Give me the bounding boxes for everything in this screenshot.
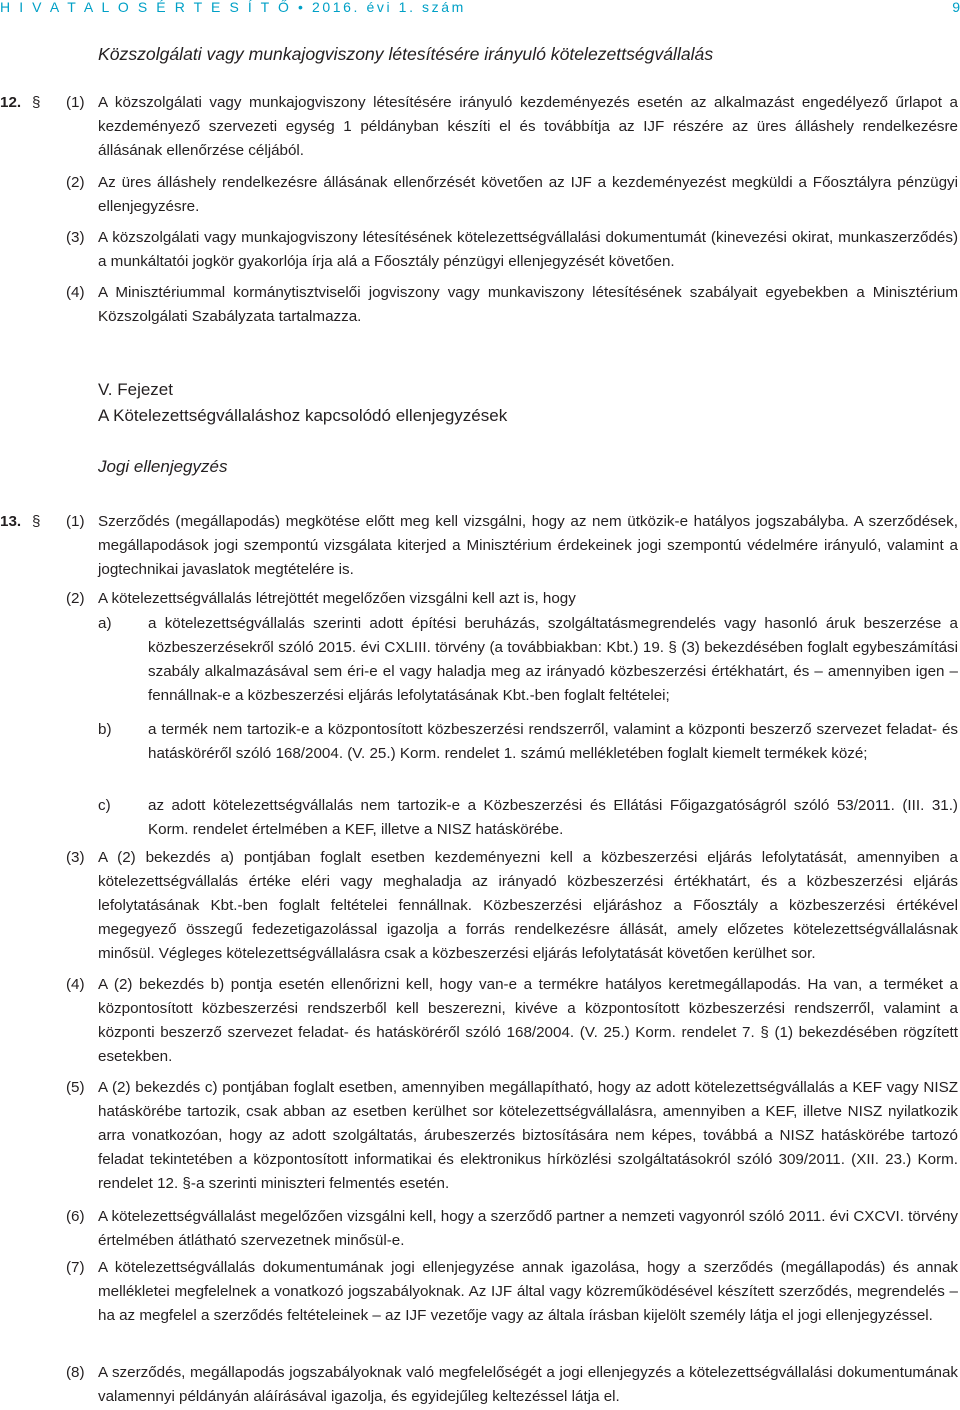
paragraph-13-7: A kötelezettségvállalás dokumentumának jogi ellenjegyzése annak igazolása, hogy a szerződés (megállapodás) és annak mellékletei megfelelnek a vonatkozó jogszabályoknak. Az IJF által vagy közreműködésével készített szerződés, megrendelés – ha az megfelel a szerződés feltételeinek – az IJF vezetője vagy az általa írásban kijelölt személy látja el jogi ellenjegyzéssel.: [98, 1259, 958, 1324]
section-symbol: §: [32, 94, 41, 111]
chapter-title: A Kötelezettségvállaláshoz kapcsolódó ellenjegyzések: [98, 406, 508, 425]
paragraph-12-3: A közszolgálati vagy munkajogviszony létesítésének kötelezettségvállalási dokumentumát (kinevezési okirat, munkaszerződés) a munkáltatói jogkör gyakorlója írja alá a Főosztály pénzügyi ellenjegyzését követően.: [98, 229, 958, 270]
paragraph-number: (3): [66, 229, 85, 246]
paragraph-number: (4): [66, 976, 85, 993]
paragraph-number: (5): [66, 1079, 85, 1096]
paragraph-13-8: A szerződés, megállapodás jogszabályoknak való megfelelőségét a jogi ellenjegyzés a kötelezettségvállalási dokumentumának valamennyi példányán aláírásával igazolja, és egyidejűleg keltezéssel látja el.: [98, 1364, 958, 1405]
section-symbol: §: [32, 513, 41, 530]
publication-title: H I V A T A L O S É R T E S Í T Ő • 2016. évi 1. szám: [0, 0, 466, 15]
paragraph-number: (2): [66, 590, 85, 607]
paragraph-number: (2): [66, 174, 85, 191]
running-header: [0, 0, 960, 19]
paragraph-13-3: A (2) bekezdés a) pontjában foglalt esetben kezdeményezni kell a közbeszerzési eljárás lefolytatását, amennyiben a kötelezettségvállalás értéke eléri vagy meghaladja az irányadó közbeszerzési értékhatárt, és a közbeszerzési eljárás lefolytatásának Kbt.-ben foglalt feltételei fennállnak. Közbeszerzési eljáráshoz a Főosztály a közbeszerzési értékével megegyező összegű fedezetigazolással igazolja a forrás rendelkezésre állását, amely előzetes kötelezettségvállalásnak minősül. Végleges kötelezettségvállalásra csak a közbeszerzési eljárás lefolytatását követően kerülhet sor.: [98, 849, 958, 962]
section-number-13: 13.: [0, 513, 22, 530]
section-number-12: 12.: [0, 94, 22, 111]
paragraph-number: (8): [66, 1364, 85, 1381]
list-item-c: az adott kötelezettségvállalás nem tartozik-e a Közbeszerzési és Ellátási Főigazgatóságról szóló 53/2011. (III. 31.) Korm. rendelet értelmében a KEF, illetve a NISZ hatáskörébe.: [148, 797, 958, 838]
paragraph-13-2: A kötelezettségvállalás létrejöttét megelőzően vizsgálni kell azt is, hogy: [98, 590, 576, 607]
paragraph-13-1: Szerződés (megállapodás) megkötése előtt meg kell vizsgálni, hogy az nem ütközik-e hatályos jogszabályba. A szerződések, megállapodások jogi szempontú vizsgálata kiterjed a Minisztérium érdekeinek jogi szempontú védelmére irányuló, valamint a jogtechnikai javaslatok megtételére is.: [98, 513, 958, 578]
paragraph-12-1: A közszolgálati vagy munkajogviszony létesítésére irányuló kezdeményezés esetén az alkalmazást engedélyező űrlapot a kezdeményező szervezeti egység 1 példányban készíti el és továbbítja az IJF részére az üres álláshely rendelkezésre állásának ellenőrzése céljából.: [98, 94, 958, 159]
paragraph-13-5: A (2) bekezdés c) pontjában foglalt esetben, amennyiben megállapítható, hogy az adott kötelezettségvállalás a KEF vagy NISZ hatáskörébe tartozik, csak abban az esetben kerülhet sor kötelezettségvállalásra, amennyiben a KEF, illetve NISZ nyilatkozik arra vonatkozóan, hogy az adott szolgáltatás, árubeszerzés biztosítására nem képes, továbbá a NISZ hatáskörébe tartozó feladat tekintetében a központosított informatikai és elektronikus hírközlési szolgáltatásokról szóló 309/2011. (XII. 23.) Korm. rendelet 12. §-a szerinti miniszteri felmentés esetén.: [98, 1079, 958, 1192]
paragraph-13-6: A kötelezettségvállalást megelőzően vizsgálni kell, hogy a szerződő partner a nemzeti vagyonról szóló 2011. évi CXCVI. törvény értelmében átlátható szervezetnek minősül-e.: [98, 1208, 958, 1249]
paragraph-12-2: Az üres álláshely rendelkezésre állásának ellenőrzését követően az IJF a kezdeményezést megküldi a Főosztályra pénzügyi ellenjegyzésre.: [98, 174, 958, 215]
chapter-number: V. Fejezet: [98, 380, 173, 399]
paragraph-number: (4): [66, 284, 85, 301]
list-label: c): [98, 797, 111, 814]
list-item-b: a termék nem tartozik-e a központosított közbeszerzési rendszerről, valamint a központi beszerző szervezet feladat- és hatásköréről szóló 168/2004. (V. 25.) Korm. rendelet 1. számú mellékletében foglalt kiemelt termékek közé;: [148, 721, 958, 762]
paragraph-number: (3): [66, 849, 85, 866]
paragraph-12-4: A Minisztériummal kormánytisztviselői jogviszony vagy munkaviszony létesítésének szabályait egyebekben a Minisztérium Közszolgálati Szabályzata tartalmazza.: [98, 284, 958, 325]
section-title: Közszolgálati vagy munkajogviszony létesítésére irányuló kötelezettségvállalás: [98, 44, 714, 64]
paragraph-number: (6): [66, 1208, 85, 1225]
paragraph-number: (1): [66, 94, 85, 111]
paragraph-number: (7): [66, 1259, 85, 1276]
list-item-a: a kötelezettségvállalás szerinti adott építési beruházás, szolgáltatásmegrendelés vagy hasonló áruk beszerzése a közbeszerzésekről szóló 2015. évi CXLIII. törvény (a továbbiakban: Kbt.) 19. § (3) bekezdésében foglalt egybeszámítási szabály alkalmazásával sem éri-e el vagy haladja meg az irányadó közbeszerzési értékhatárt, és – amennyiben igen – fennállnak-e a közbeszerzési eljárás lefolytatásának Kbt.-ben foglalt feltételei;: [148, 615, 958, 704]
list-label: b): [98, 721, 112, 738]
list-label: a): [98, 615, 112, 632]
paragraph-13-4: A (2) bekezdés b) pontja esetén ellenőrizni kell, hogy van-e a termékre hatályos keretmegállapodás. Ha van, a terméket a központosított közbeszerzési rendszerből kell beszerezni, kivéve a központosított közbeszerzési rendszerről, valamint a központi beszerző szervezet feladat- és hatásköréről szóló 168/2004. (V. 25.) Korm. rendelet 7. § (1) bekezdésében rögzített esetekben.: [98, 976, 958, 1065]
subheading: Jogi ellenjegyzés: [98, 457, 228, 476]
paragraph-number: (1): [66, 513, 85, 530]
page-number: 9: [952, 0, 960, 15]
